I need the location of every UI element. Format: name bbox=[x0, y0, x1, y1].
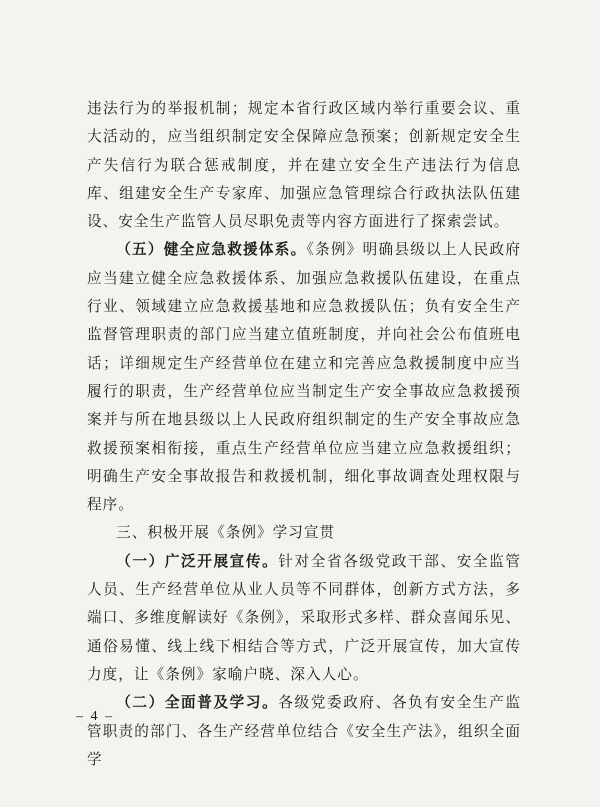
section-heading bbox=[87, 519, 521, 547]
paragraph-emergency-rescue bbox=[87, 236, 521, 519]
paragraph-text: 《条例》明确县级以上人民政府应当建立健全应急救援体系、加强应急救援队伍建设，在重点行业、领域建立应急救援基地和应急救援队伍；负有安全生产监督管理职责的部门应当建立值班制度，并向社会公布值班电话；详细规定生产经营单位在建立和完善应急救援制度中应当履行的职责，生产经营单位应当制定生产安全事故应急救援预案并与所在地县级以上人民政府组织制定的生产安全事故应急救援预案相衔接，重点生产经营单位应当建立应急救援组织；明确生产安全事故报告和救援机制，细化事故调查处理权限与程序。 bbox=[87, 241, 522, 514]
section-heading-text: 三、积极开展《条例》学习宣贯 bbox=[116, 524, 336, 542]
paragraph-publicity bbox=[87, 548, 521, 689]
document-body bbox=[87, 95, 521, 774]
paragraph-lead: （一）广泛开展宣传。 bbox=[116, 552, 279, 570]
paragraph-lead: （五）健全应急救援体系。 bbox=[116, 241, 307, 259]
page-number: – 4 – bbox=[76, 709, 114, 724]
paragraph-text: 针对全省各级党政干部、安全监管人员、生产经营单位从业人员等不同群体，创新方式方法，多端口、多维度解读好《条例》，采取形式多样、群众喜闻乐见、通俗易懂、线上线下相结合等方式，广泛开展宣传，加大宣传力度，让《条例》家喻户晓、深入人心。 bbox=[87, 552, 521, 683]
paragraph-text: 违法行为的举报机制；规定本省行政区域内举行重要会议、重大活动的，应当组织制定安全保障应急预案；创新规定安全生产失信行为联合惩戒制度，并在建立安全生产违法行为信息库、组建安全生产专家库、加强应急管理综合行政执法队伍建设、安全生产监管人员尽职免责等内容方面进行了探索尝试。 bbox=[87, 100, 521, 231]
paragraph-study bbox=[87, 689, 521, 774]
paragraph-text: 各级党委政府、各负有安全生产监管职责的部门、各生产经营单位结合《安全生产法》，组织全面学 bbox=[87, 694, 521, 768]
paragraph-lead: （二）全面普及学习。 bbox=[116, 694, 279, 712]
paragraph-continuation bbox=[87, 95, 521, 236]
